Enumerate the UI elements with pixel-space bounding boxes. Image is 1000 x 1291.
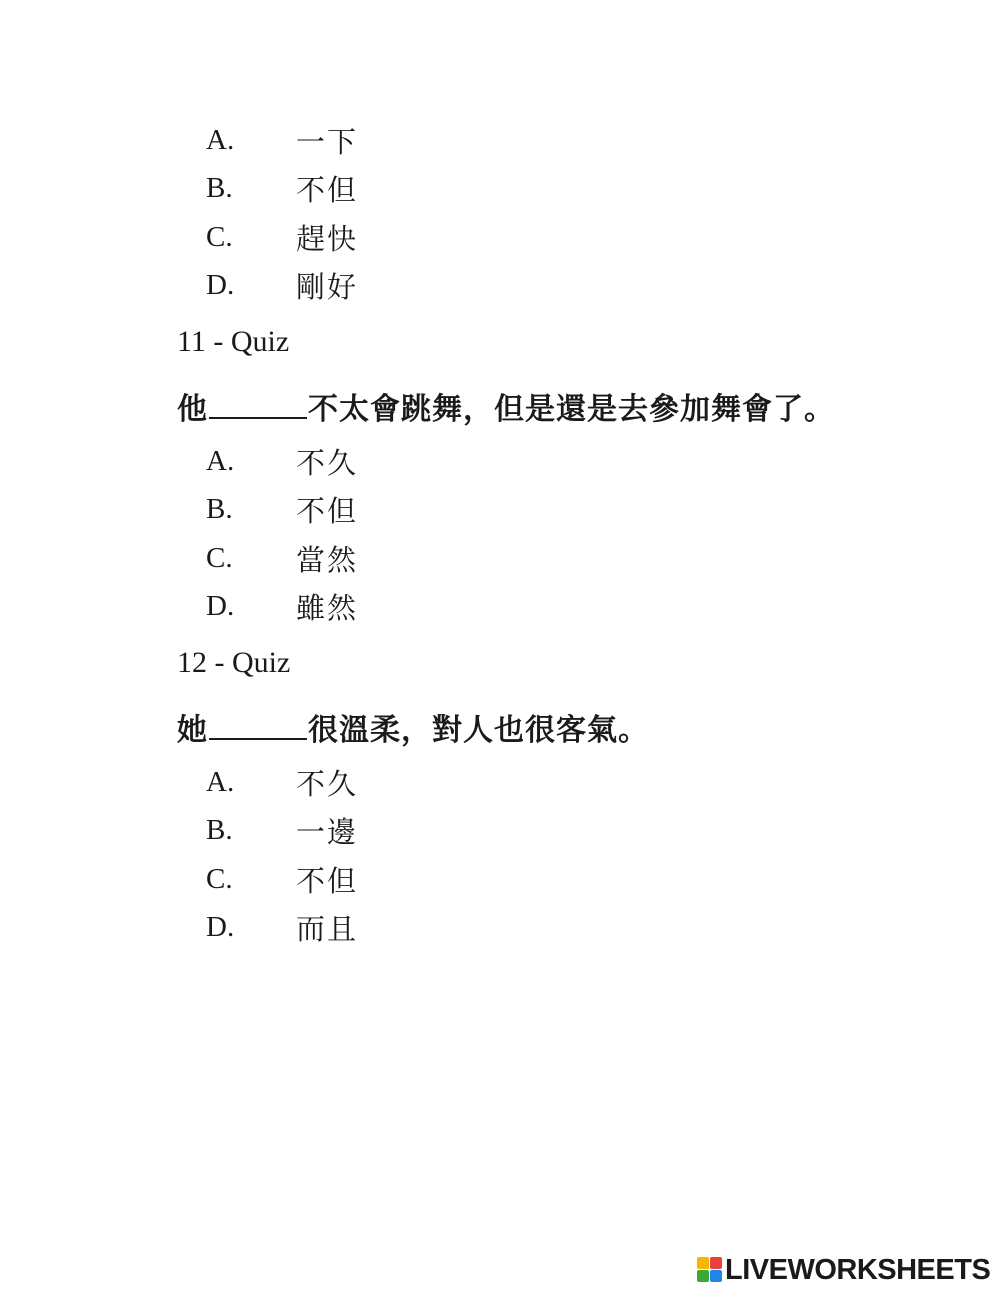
option-letter: A. bbox=[206, 444, 235, 477]
option-text: 一下 bbox=[296, 126, 359, 159]
option-letter: A. bbox=[206, 123, 235, 156]
logo-blocks-icon bbox=[697, 1257, 723, 1283]
option-text: 雖然 bbox=[296, 592, 359, 625]
question-start: 他 bbox=[177, 393, 208, 426]
quiz-12-question bbox=[177, 705, 649, 749]
option-a[interactable] bbox=[206, 120, 358, 160]
option-c[interactable] bbox=[206, 859, 358, 899]
quiz-12-label: 12 - Quiz bbox=[177, 646, 291, 679]
option-letter: C. bbox=[206, 862, 233, 895]
logo-text: LIVEWORKSHEETS bbox=[725, 1253, 991, 1286]
option-b[interactable] bbox=[206, 489, 358, 529]
question-start: 她 bbox=[177, 714, 208, 747]
liveworksheets-logo[interactable] bbox=[697, 1254, 990, 1286]
option-text: 不但 bbox=[296, 865, 359, 898]
option-text: 不久 bbox=[296, 768, 359, 801]
option-letter: A. bbox=[206, 765, 235, 798]
option-letter: B. bbox=[206, 813, 233, 846]
option-d[interactable] bbox=[206, 907, 358, 947]
answer-blank[interactable] bbox=[209, 387, 307, 419]
question-end: 不太會跳舞，但是還是去參加舞會了。 bbox=[308, 393, 835, 426]
option-a[interactable] bbox=[206, 762, 358, 802]
answer-blank[interactable] bbox=[209, 708, 307, 740]
option-text: 不久 bbox=[296, 447, 359, 480]
option-b[interactable] bbox=[206, 810, 358, 850]
option-letter: B. bbox=[206, 171, 233, 204]
option-letter: B. bbox=[206, 492, 233, 525]
option-text: 而且 bbox=[296, 913, 359, 946]
option-letter: C. bbox=[206, 541, 233, 574]
option-text: 一邊 bbox=[296, 816, 359, 849]
option-letter: D. bbox=[206, 268, 235, 301]
option-text: 剛好 bbox=[296, 271, 359, 304]
option-a[interactable] bbox=[206, 441, 358, 481]
option-text: 當然 bbox=[296, 544, 359, 577]
option-letter: D. bbox=[206, 910, 235, 943]
option-letter: C. bbox=[206, 220, 233, 253]
option-d[interactable] bbox=[206, 265, 358, 305]
quiz-11-label: 11 - Quiz bbox=[177, 325, 290, 358]
option-text: 不但 bbox=[296, 495, 359, 528]
option-c[interactable] bbox=[206, 217, 358, 257]
question-end: 很溫柔，對人也很客氣。 bbox=[308, 714, 649, 747]
option-text: 不但 bbox=[296, 174, 359, 207]
quiz-11-question bbox=[177, 384, 835, 428]
option-text: 趕快 bbox=[296, 223, 359, 256]
option-d[interactable] bbox=[206, 586, 358, 626]
option-b[interactable] bbox=[206, 168, 358, 208]
option-c[interactable] bbox=[206, 538, 358, 578]
option-letter: D. bbox=[206, 589, 235, 622]
